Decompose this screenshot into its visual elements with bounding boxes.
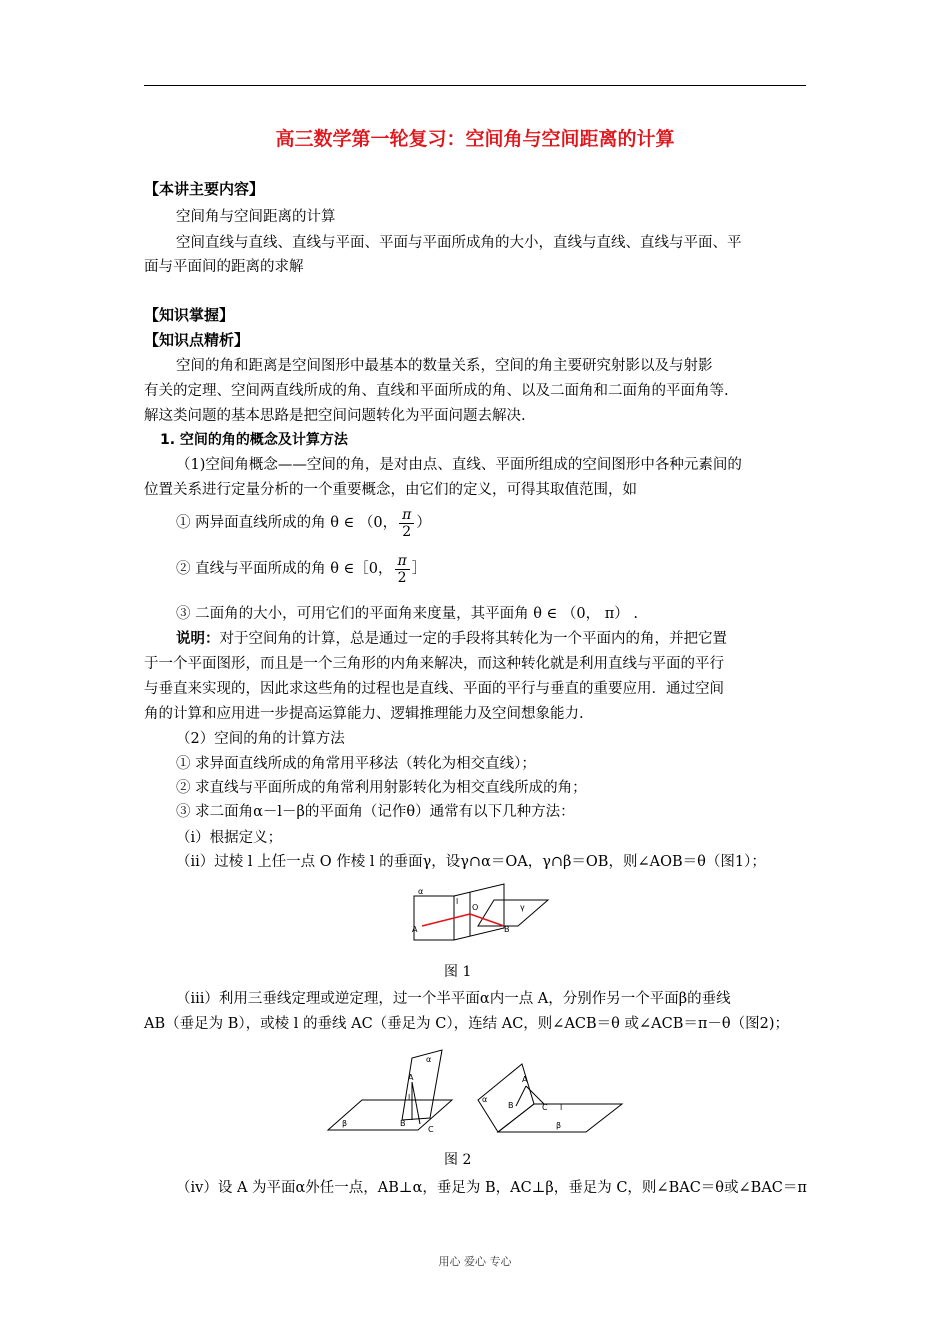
range2-close: ］ <box>411 561 427 577</box>
figure-2-caption: 图 2 <box>444 1152 472 1168</box>
method-ii: （ⅱ）过棱 l 上任一点 O 作棱 l 的垂面γ，设γ∩α＝OA，γ∩β＝OB，则∠AOB＝θ（图1）； <box>176 854 766 870</box>
section-subheading: 【知识点精析】 <box>144 331 250 349</box>
fig2b-line-ac <box>526 1086 544 1104</box>
figure-1-dihedral-angle <box>408 880 554 948</box>
note-label: 说明： <box>176 630 220 647</box>
fig1-plane-right <box>454 884 504 940</box>
fig1-ray-ob <box>470 914 504 926</box>
frac-num: π <box>395 553 410 570</box>
fig2b-line-ab <box>516 1086 526 1106</box>
method-3: ③ 求二面角α－l－β的平面角（记作θ）通常有以下几种方法： <box>176 804 575 820</box>
section-heading-main-content: 【本讲主要内容】 <box>144 180 265 198</box>
section-heading-knowledge: 【知识掌握】 <box>144 306 235 324</box>
range-line-2 <box>176 552 426 586</box>
range-line-3: ③ 二面角的大小，可用它们的平面角来度量，其平面角 θ ∈ （0， π） . <box>176 606 638 622</box>
fig2a-label-b: B <box>400 1119 406 1128</box>
pi-over-2-fraction <box>399 507 414 540</box>
pi-over-2-fraction <box>395 553 410 586</box>
fig2b-label-alpha: α <box>482 1095 488 1104</box>
range1-close: ） <box>416 515 431 531</box>
frac-num: π <box>399 507 414 524</box>
figure-2-three-perpendiculars <box>322 1044 632 1136</box>
method-i: （ⅰ）根据定义； <box>176 830 283 846</box>
fig1-plane-gamma <box>478 900 548 926</box>
fig1-plane-alpha-left <box>414 896 454 940</box>
fig1-label-o: O <box>472 903 479 912</box>
method-title: （2）空间的角的计算方法 <box>176 731 345 747</box>
fig2a-label-a: A <box>408 1073 414 1082</box>
fig2b-label-c: C <box>542 1103 548 1112</box>
fig2a-label-beta: β <box>342 1119 348 1128</box>
fig1-label-alpha: α <box>418 887 424 896</box>
fig2a-label-l: l <box>408 1093 411 1102</box>
fig2a-plane-alpha <box>402 1050 442 1120</box>
fig2b-label-beta: β <box>556 1121 562 1130</box>
range1-text: ① 两异面直线所成的角 θ ∈ （0， <box>176 515 398 531</box>
note-line-2: 于一个平面图形，而且是一个三角形的内角来解决，而这种转化就是利用直线与平面的平行 <box>144 656 724 672</box>
range-line-1 <box>176 506 431 540</box>
page-footer: 用心 爱心 专心 <box>438 1255 512 1268</box>
para-line-2: 有关的定理、空间两直线所成的角、直线和平面所成的角、以及二面角和二面角的平面角等. <box>144 383 729 399</box>
para-line-3: 解这类问题的基本思路是把空间问题转化为平面问题去解决. <box>144 408 526 424</box>
fig2a-label-c: C <box>428 1125 434 1134</box>
fig2b-label-b: B <box>508 1101 514 1110</box>
concept-line-1: （1)空间角概念——空间的角，是对由点、直线、平面所组成的空间图形中各种元素间的 <box>176 457 742 473</box>
method-iii-line-2: AB（垂足为 B），或棱 l 的垂线 AC（垂足为 C），连结 AC，则∠ACB＝θ 或∠ACB＝π－θ（图2)； <box>144 1016 790 1032</box>
method-1: ① 求异面直线所成的角常用平移法（转化为相交直线）； <box>176 756 536 772</box>
fig1-ray-oa <box>422 914 470 926</box>
fig1-label-l: l <box>456 897 459 906</box>
note-line-1 <box>176 628 727 650</box>
fig1-label-a: A <box>412 925 418 934</box>
frac-den: 2 <box>397 569 407 586</box>
fig2a-line-ac <box>412 1082 420 1124</box>
frac-den: 2 <box>402 523 412 540</box>
method-iv: （ⅳ）设 A 为平面α外任一点，AB⊥α，垂足为 B，AC⊥β，垂足为 C，则∠BAC＝θ或∠BAC＝π <box>176 1180 807 1196</box>
note-line-4: 角的计算和应用进一步提高运算能力、逻辑推理能力及空间想象能力. <box>144 706 584 722</box>
fig2b-label-a: A <box>522 1075 528 1084</box>
page-title: 高三数学第一轮复习：空间角与空间距离的计算 <box>275 128 675 150</box>
fig1-label-b: B <box>504 925 510 934</box>
fig2a-label-alpha: α <box>426 1055 432 1064</box>
content-line-1: 空间角与空间距离的计算 <box>176 209 336 225</box>
fig1-label-gamma: γ <box>520 903 525 912</box>
top-rule <box>144 85 806 86</box>
item1-title: 1. 空间的角的概念及计算方法 <box>160 432 348 448</box>
note-text: 对于空间角的计算，总是通过一定的手段将其转化为一个平面内的角，并把它置 <box>219 631 727 647</box>
note-line-3: 与垂直来实现的，因此求这些角的过程也是直线、平面的平行与垂直的重要应用．通过空间 <box>144 681 724 697</box>
content-line-3: 面与平面间的距离的求解 <box>144 259 304 275</box>
fig2b-label-l: l <box>560 1103 563 1112</box>
concept-line-2: 位置关系进行定量分析的一个重要概念，由它们的定义，可得其取值范围，如 <box>144 482 637 498</box>
method-iii-line-1: （ⅲ）利用三垂线定理或逆定理，过一个半平面α内一点 A，分别作另一个平面β的垂线 <box>176 991 731 1007</box>
range2-text: ② 直线与平面所成的角 θ ∈［0， <box>176 561 393 577</box>
figure-1-caption: 图 1 <box>444 964 472 980</box>
content-line-2: 空间直线与直线、直线与平面、平面与平面所成角的大小，直线与直线、直线与平面、平 <box>176 235 742 251</box>
para-line-1: 空间的角和距离是空间图形中最基本的数量关系，空间的角主要研究射影以及与射影 <box>176 358 713 374</box>
method-2: ② 求直线与平面所成的角常利用射影转化为相交直线所成的角； <box>176 780 587 796</box>
